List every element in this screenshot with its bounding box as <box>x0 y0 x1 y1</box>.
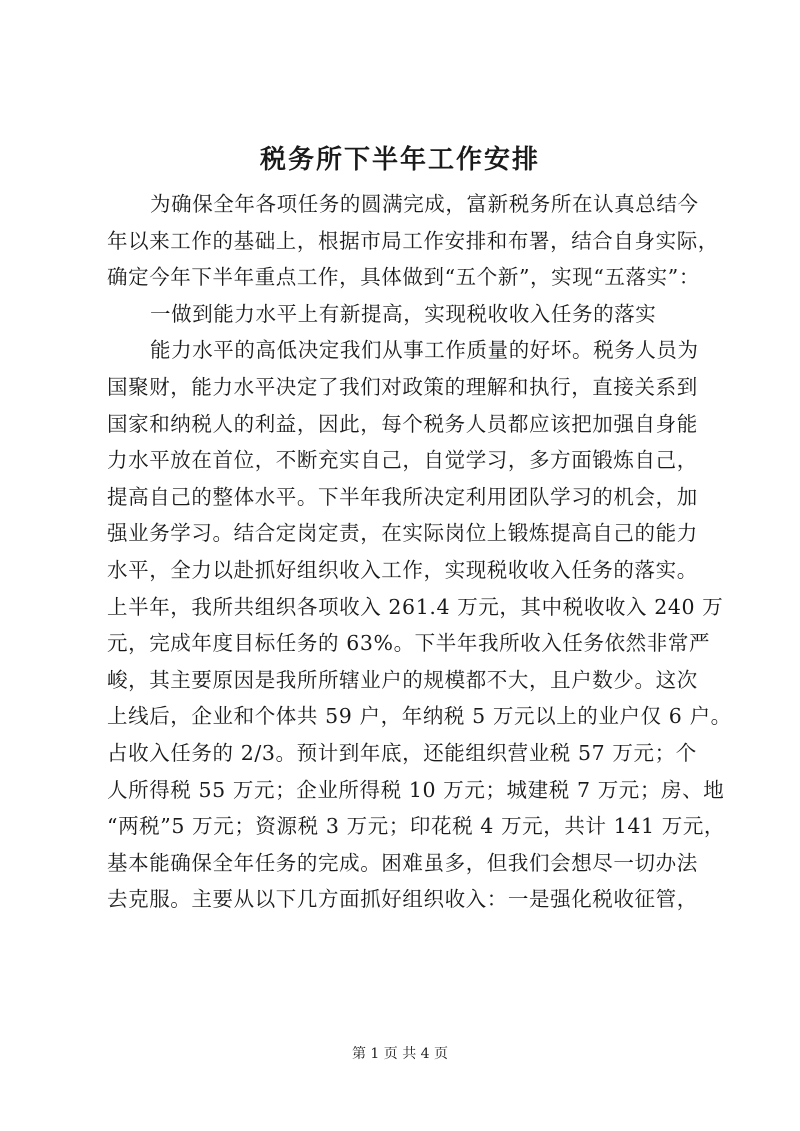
paragraph-line: 峻，其主要原因是我所所辖业户的规模都不大，且户数少。这次 <box>107 667 698 692</box>
page-number-footer: 第 1 页 共 4 页 <box>351 1046 449 1062</box>
paragraph-line: 能力水平的高低决定我们从事工作质量的好坏。税务人员为 <box>150 338 699 363</box>
paragraph-line: 人所得税 55 万元；企业所得税 10 万元；城建税 7 万元；房、地 <box>107 777 725 802</box>
paragraph-line: “两税”5 万元；资源税 3 万元；印花税 4 万元，共计 141 万元， <box>107 814 726 839</box>
document-title: 税务所下半年工作安排 <box>259 145 540 175</box>
paragraph-line: 基本能确保全年任务的完成。困难虽多，但我们会想尽一切办法 <box>107 850 698 875</box>
paragraph-line: 强业务学习。结合定岗定责，在实际岗位上锻炼提高自己的能力 <box>107 521 698 546</box>
paragraph-line: 上半年，我所共组织各项收入 261.4 万元，其中税收收入 240 万 <box>107 594 724 619</box>
paragraph-line: 力水平放在首位，不断充实自己，自觉学习，多方面锻炼自己， <box>107 448 698 473</box>
section-heading: 一做到能力水平上有新提高，实现税收收入任务的落实 <box>150 301 657 326</box>
document-body <box>107 186 732 918</box>
paragraph-line: 国聚财，能力水平决定了我们对政策的理解和执行，直接关系到 <box>107 374 698 399</box>
paragraph-line: 去克服。主要从以下几方面抓好组织收入：一是强化税收征管， <box>107 887 698 912</box>
paragraph-line: 为确保全年各项任务的圆满完成，富新税务所在认真总结今 <box>150 192 699 216</box>
paragraph-line: 元，完成年度目标任务的 63%。下半年我所收入任务依然非常严 <box>107 631 711 656</box>
paragraph-line: 上线后，企业和个体共 59 户，年纳税 5 万元以上的业户仅 6 户。 <box>107 704 732 729</box>
paragraph-line: 年以来工作的基础上，根据市局工作安排和布署，结合自身实际， <box>107 228 719 253</box>
paragraph-line: 确定今年下半年重点工作，具体做到“五个新”，实现“五落实”： <box>107 265 700 290</box>
paragraph-line: 占收入任务的 2/3。预计到年底，还能组织营业税 57 万元；个 <box>107 740 697 765</box>
paragraph-line: 国家和纳税人的利益，因此，每个税务人员都应该把加强自身能 <box>107 411 698 436</box>
paragraph-line: 提高自己的整体水平。下半年我所决定利用团队学习的机会，加 <box>107 484 698 509</box>
paragraph-line: 水平，全力以赴抓好组织收入工作，实现税收收入任务的落实。 <box>107 557 698 582</box>
